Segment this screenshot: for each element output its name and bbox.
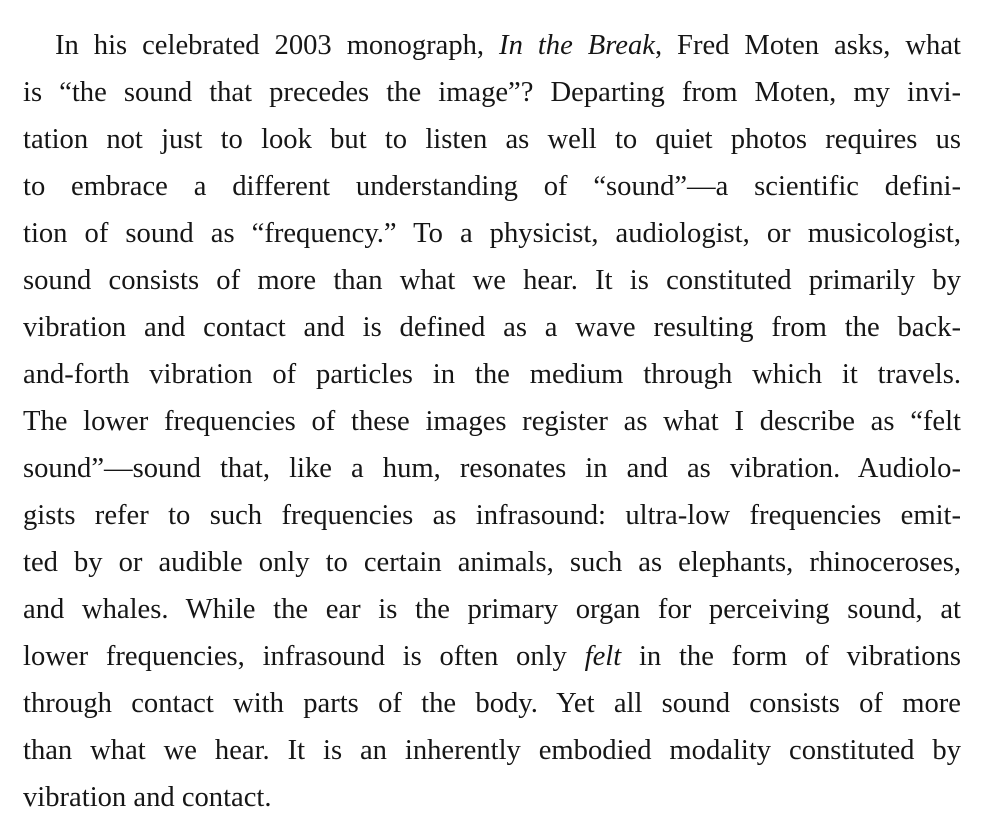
paragraph-line: tation not just to look but to listen as well to quiet photos requires us xyxy=(23,124,961,155)
paragraph-line: is “the sound that precedes the image”? Departing from Moten, my invi- xyxy=(23,77,961,108)
paragraph-line: and whales. While the ear is the primary organ for perceiving sound, at xyxy=(23,594,961,625)
paragraph-line: sound”—sound that, like a hum, resonates in and as vibration. Audiolo- xyxy=(23,453,961,484)
paragraph-line xyxy=(55,32,961,61)
paragraph-line: tion of sound as “frequency.” To a physicist, audiologist, or musicologist, xyxy=(23,218,961,249)
paragraph-line: to embrace a different understanding of “sound”—a scientific defini- xyxy=(23,171,961,202)
text-run: In his celebrated 2003 monograph, xyxy=(55,30,500,61)
paragraph-line: through contact with parts of the body. Yet all sound consists of more xyxy=(23,688,961,719)
paragraph-line: and-forth vibration of particles in the medium through which it travels. xyxy=(23,359,961,390)
paragraph-line: vibration and contact. xyxy=(23,782,272,813)
paragraph-line: vibration and contact and is defined as a wave resulting from the back- xyxy=(23,312,961,343)
emphasis: felt xyxy=(584,641,622,672)
paragraph-line: gists refer to such frequencies as infrasound: ultra-low frequencies emit- xyxy=(23,500,961,531)
paragraph-line xyxy=(23,643,961,672)
text-run: , Fred Moten asks, what xyxy=(654,30,961,61)
paragraph-line: than what we hear. It is an inherently embodied modality constituted by xyxy=(23,735,961,766)
paragraph-line: ted by or audible only to certain animals, such as elephants, rhinoceroses, xyxy=(23,547,961,578)
text-run: in the form of vibrations xyxy=(621,641,961,672)
paragraph-line: sound consists of more than what we hear. It is constituted primarily by xyxy=(23,265,961,296)
book-title: In the Break xyxy=(499,30,655,61)
text-run: lower frequencies, infrasound is often only xyxy=(23,641,585,672)
paragraph-line: The lower frequencies of these images register as what I describe as “felt xyxy=(23,406,961,437)
